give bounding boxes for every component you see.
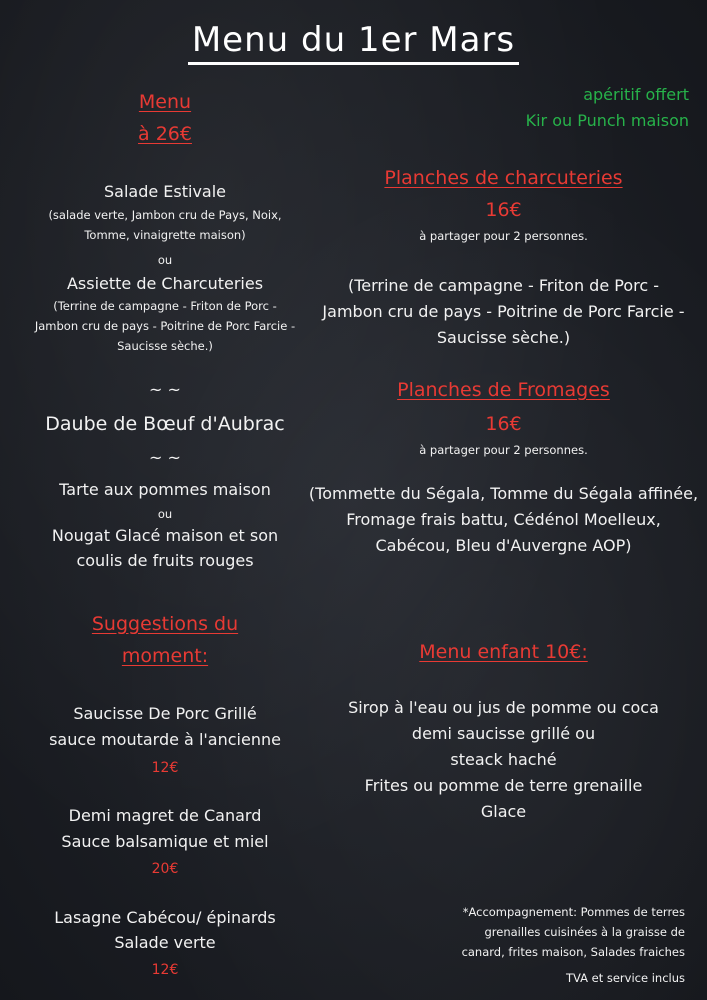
- main-course: Daube de Bœuf d'Aubrac: [45, 413, 285, 435]
- suggestion-3-line1: Lasagne Cabécou/ épinards: [54, 908, 276, 927]
- starter1-name: Salade Estivale: [103, 182, 227, 201]
- aperitif-box: [489, 82, 689, 134]
- starter2-desc-2: Jambon cru de pays - Poitrine de Porc Farcie -: [34, 319, 296, 333]
- page-title: Menu du 1er Mars: [0, 20, 707, 60]
- cheese-price: 16€: [485, 413, 522, 435]
- cheese-desc-1: (Tommette du Ségala, Tomme du Ségala affinée,: [308, 484, 699, 503]
- kids-menu-heading: Menu enfant 10€:: [419, 641, 588, 663]
- starter2-desc-1: (Terrine de campagne - Friton de Porc -: [53, 299, 277, 313]
- kids-item-4: Frites ou pomme de terre grenaille: [364, 776, 643, 795]
- dessert2-line2: coulis de fruits rouges: [76, 551, 254, 570]
- or-label: ou: [157, 253, 173, 267]
- suggestion-2-line1: Demi magret de Canard: [68, 806, 262, 825]
- starter2-name: Assiette de Charcuteries: [66, 274, 264, 293]
- kids-item-3: steack haché: [450, 750, 557, 769]
- suggestion-3-price: 12€: [151, 962, 179, 978]
- menu-heading-line1: Menu: [138, 91, 192, 113]
- side-dish-note: [425, 902, 685, 962]
- menu-heading-price: à 26€: [138, 123, 192, 145]
- charcuterie-desc-2: Jambon cru de pays - Poitrine de Porc Farcie -: [322, 302, 685, 321]
- note-line3: canard, frites maison, Salades fraiches: [461, 945, 685, 959]
- suggestion-1-price: 12€: [151, 760, 179, 776]
- tva-note: TVA et service inclus: [565, 971, 685, 985]
- note-line1: *Accompagnement: Pommes de terres: [462, 905, 685, 919]
- cheese-share: à partager pour 2 personnes.: [419, 443, 588, 457]
- cheese-desc-2: Fromage frais battu, Cédénol Moelleux,: [346, 510, 661, 529]
- suggestion-2-price: 20€: [151, 861, 179, 877]
- aperitif-line2: Kir ou Punch maison: [525, 111, 689, 130]
- suggestions-heading-1: Suggestions du: [91, 613, 239, 635]
- kids-item-2: demi saucisse grillé ou: [411, 724, 596, 743]
- aperitif-line1: apéritif offert: [583, 85, 689, 104]
- cheese-desc-3: Cabécou, Bleu d'Auvergne AOP): [375, 536, 632, 555]
- cheese-heading: Planches de Fromages: [397, 379, 610, 401]
- charcuterie-heading: Planches de charcuteries: [384, 167, 623, 189]
- charcuterie-desc-3: Saucisse sèche.): [436, 328, 571, 347]
- suggestions-heading-2: moment:: [121, 645, 209, 667]
- dessert2-line1: Nougat Glacé maison et son: [51, 526, 279, 545]
- or-label: ou: [157, 507, 173, 521]
- suggestion-1-line1: Saucisse De Porc Grillé: [73, 704, 257, 723]
- note-line2: grenailles cuisinées à la graisse de: [484, 925, 685, 939]
- starter1-desc-1: (salade verte, Jambon cru de Pays, Noix,: [48, 208, 282, 222]
- separator: ~ ~: [149, 380, 181, 399]
- starter1-desc-2: Tomme, vinaigrette maison): [84, 228, 246, 242]
- kids-item-1: Sirop à l'eau ou jus de pomme ou coca: [348, 698, 659, 717]
- dessert1: Tarte aux pommes maison: [59, 480, 271, 499]
- kids-item-5: Glace: [480, 802, 527, 821]
- charcuterie-desc-1: (Terrine de campagne - Friton de Porc -: [347, 276, 660, 295]
- suggestion-2-line2: Sauce balsamique et miel: [61, 832, 269, 851]
- charcuterie-share: à partager pour 2 personnes.: [419, 229, 588, 243]
- starter2-desc-3: Saucisse sèche.): [117, 339, 213, 353]
- charcuterie-price: 16€: [485, 199, 522, 221]
- separator: ~ ~: [149, 448, 181, 467]
- suggestion-3-line2: Salade verte: [114, 933, 216, 952]
- suggestion-1-line2: sauce moutarde à l'ancienne: [49, 730, 281, 749]
